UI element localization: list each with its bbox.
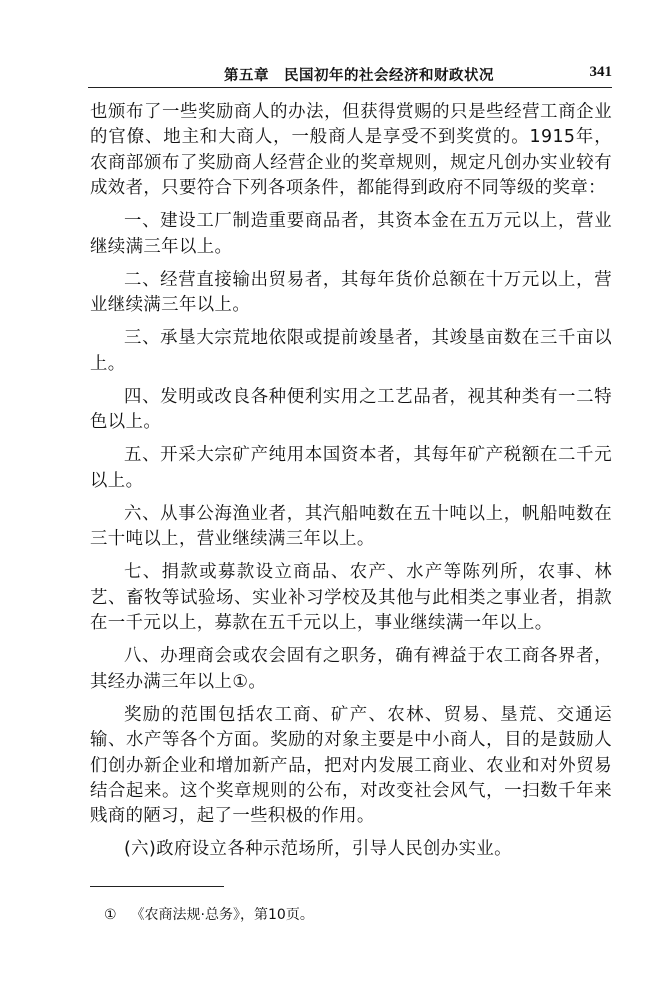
paragraph: 五、开采大宗矿产纯用本国资本者，其每年矿产税额在二千元以上。 bbox=[90, 445, 612, 491]
header-rule bbox=[88, 87, 612, 88]
paragraph: 七、捐款或募款设立商品、农产、水产等陈列所，农事、林艺、畜牧等试验场、实业补习学校及其他与此相类之事业者，捐款在一千元以上，募款在五千元以上，事业继续满一年以上。 bbox=[90, 562, 612, 634]
footnote-mark: ① bbox=[104, 907, 117, 923]
footnote-text: 《农商法规·总务》，第10页。 bbox=[130, 907, 314, 923]
paragraph: 八、办理商会或农会固有之职务，确有裨益于农工商各界者，其经办满三年以上①。 bbox=[90, 646, 612, 692]
paragraph: 也颁布了一些奖励商人的办法，但获得赏赐的只是些经营工商企业的官僚、地主和大商人，一般商人是享受不到奖赏的。1915年，农商部颁布了奖励商人经营企业的奖章规则，规定凡创办实业较有成效者，只要符合下列各项条件，都能得到政府不同等级的奖章： bbox=[90, 102, 612, 199]
paragraph: 一、建设工厂制造重要商品者，其资本金在五万元以上，营业继续满三年以上。 bbox=[90, 211, 612, 257]
paragraph: 六、从事公海渔业者，其汽船吨数在五十吨以上，帆船吨数在三十吨以上，营业继续满三年以上。 bbox=[90, 503, 612, 550]
footnote-rule bbox=[90, 886, 224, 887]
paragraph: 四、发明或改良各种便利实用之工艺品者，视其种类有一二特色以上。 bbox=[90, 386, 612, 433]
paragraph: 奖励的范围包括农工商、矿产、农林、贸易、垦荒、交通运输、水产等各个方面。奖励的对象主要是中小商人，目的是鼓励人们创办新企业和增加新产品，把对内发展工商业、农业和对外贸易结合起来。这个奖章规则的公布，对改变社会风气，一扫数千年来贱商的陋习，起了一些积极的作用。 bbox=[90, 704, 612, 827]
paragraph: 二、经营直接输出贸易者，其每年货价总额在十万元以上，营业继续满三年以上。 bbox=[90, 269, 612, 316]
footnote bbox=[104, 904, 314, 924]
page-number: 341 bbox=[589, 64, 612, 80]
paragraph: 三、承垦大宗荒地依限或提前竣垦者，其竣垦亩数在三千亩以上。 bbox=[90, 328, 612, 374]
paragraph: (六)政府设立各种示范场所，引导人民创办实业。 bbox=[124, 839, 512, 860]
running-title: 第五章 民国初年的社会经济和财政状况 bbox=[224, 68, 494, 84]
body-text bbox=[90, 100, 612, 871]
page-header bbox=[88, 58, 612, 84]
